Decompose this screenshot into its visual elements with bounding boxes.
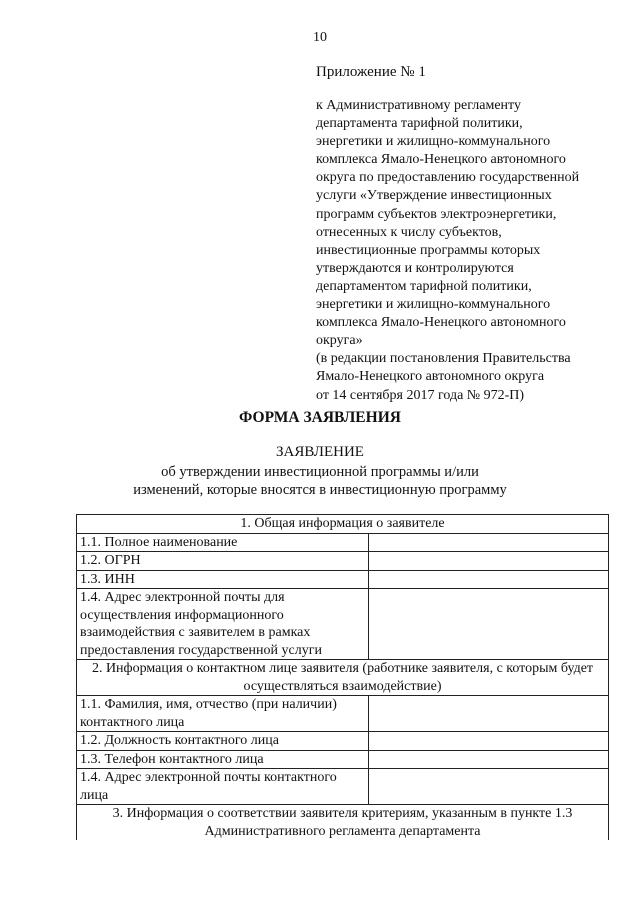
appendix-line: департаментом тарифной политики, [316, 278, 532, 294]
section-header-row [77, 515, 609, 534]
inn-field[interactable] [368, 570, 608, 589]
appendix-line: услуги «Утверждение инвестиционных [316, 188, 552, 204]
subtitle-line: изменений, которые вносятся в инвестиционную программу [133, 482, 507, 498]
appendix-line: департамента тарифной политики, [316, 116, 523, 132]
contact-position-field[interactable] [368, 732, 608, 751]
section-3-title: 3. Информация о соответствии заявителя критериям, указанным в пункте 1.3 Административного регламента департамента [77, 805, 609, 841]
appendix-line: программ субъектов электроэнергетики, [316, 206, 557, 222]
appendix-line: Ямало-Ненецкого автономного округа [316, 369, 545, 385]
contact-name-field[interactable] [368, 696, 608, 732]
table-row [77, 552, 609, 571]
field-label: 1.3. ИНН [77, 570, 369, 589]
appendix-line: округа» [316, 333, 363, 349]
section-2-title: 2. Информация о контактном лице заявителя (работнике заявителя, с которым будет осуществляться взаимодействие) [77, 660, 609, 696]
appendix-title: Приложение № 1 [316, 64, 426, 80]
full-name-field[interactable] [368, 533, 608, 552]
page-number: 10 [313, 30, 327, 45]
appendix-line: утверждаются и контролируются [316, 260, 514, 276]
appendix-text [316, 97, 579, 405]
contact-email-field[interactable] [368, 769, 608, 805]
table-row [77, 533, 609, 552]
ogrn-field[interactable] [368, 552, 608, 571]
field-label: 1.1. Фамилия, имя, отчество (при наличии) контактного лица [77, 696, 369, 732]
table-row [77, 769, 609, 805]
field-label: 1.4. Адрес электронной почты контактного лица [77, 769, 369, 805]
table-row [77, 750, 609, 769]
field-label: 1.4. Адрес электронной почты для осуществления информационного взаимодействия с заявителем в рамках предоставления государственной услуги [77, 589, 369, 660]
appendix-line: энергетики и жилищно-коммунального [316, 134, 551, 150]
table-row [77, 696, 609, 732]
email-field[interactable] [368, 589, 608, 660]
table-row [77, 732, 609, 751]
appendix-line: к Административному регламенту [316, 98, 521, 113]
section-1-title: 1. Общая информация о заявителе [77, 515, 609, 534]
appendix-line: энергетики и жилищно-коммунального [316, 297, 551, 313]
form-title: ФОРМА ЗАЯВЛЕНИЯ [239, 409, 401, 426]
field-label: 1.2. ОГРН [77, 552, 369, 571]
contact-phone-field[interactable] [368, 750, 608, 769]
application-heading: ЗАЯВЛЕНИЕ [276, 444, 364, 460]
section-header-row [77, 805, 609, 841]
application-subtitle [0, 463, 640, 499]
field-label: 1.2. Должность контактного лица [77, 732, 369, 751]
appendix-line: комплекса Ямало-Ненецкого автономного [316, 152, 566, 168]
table-row [77, 570, 609, 589]
appendix-line: (в редакции постановления Правительства [316, 351, 571, 367]
appendix-line: отнесенных к числу субъектов, [316, 224, 502, 240]
appendix-line: комплекса Ямало-Ненецкого автономного [316, 315, 566, 331]
appendix-line: инвестиционные программы которых [316, 242, 541, 258]
subtitle-line: об утверждении инвестиционной программы и/или [161, 464, 479, 480]
section-header-row [77, 660, 609, 696]
field-label: 1.3. Телефон контактного лица [77, 750, 369, 769]
application-form-table [76, 514, 609, 840]
appendix-line: округа по предоставлению государственной [316, 170, 580, 186]
appendix-line: от 14 сентября 2017 года № 972-П) [316, 387, 525, 403]
table-row [77, 589, 609, 660]
field-label: 1.1. Полное наименование [77, 533, 369, 552]
